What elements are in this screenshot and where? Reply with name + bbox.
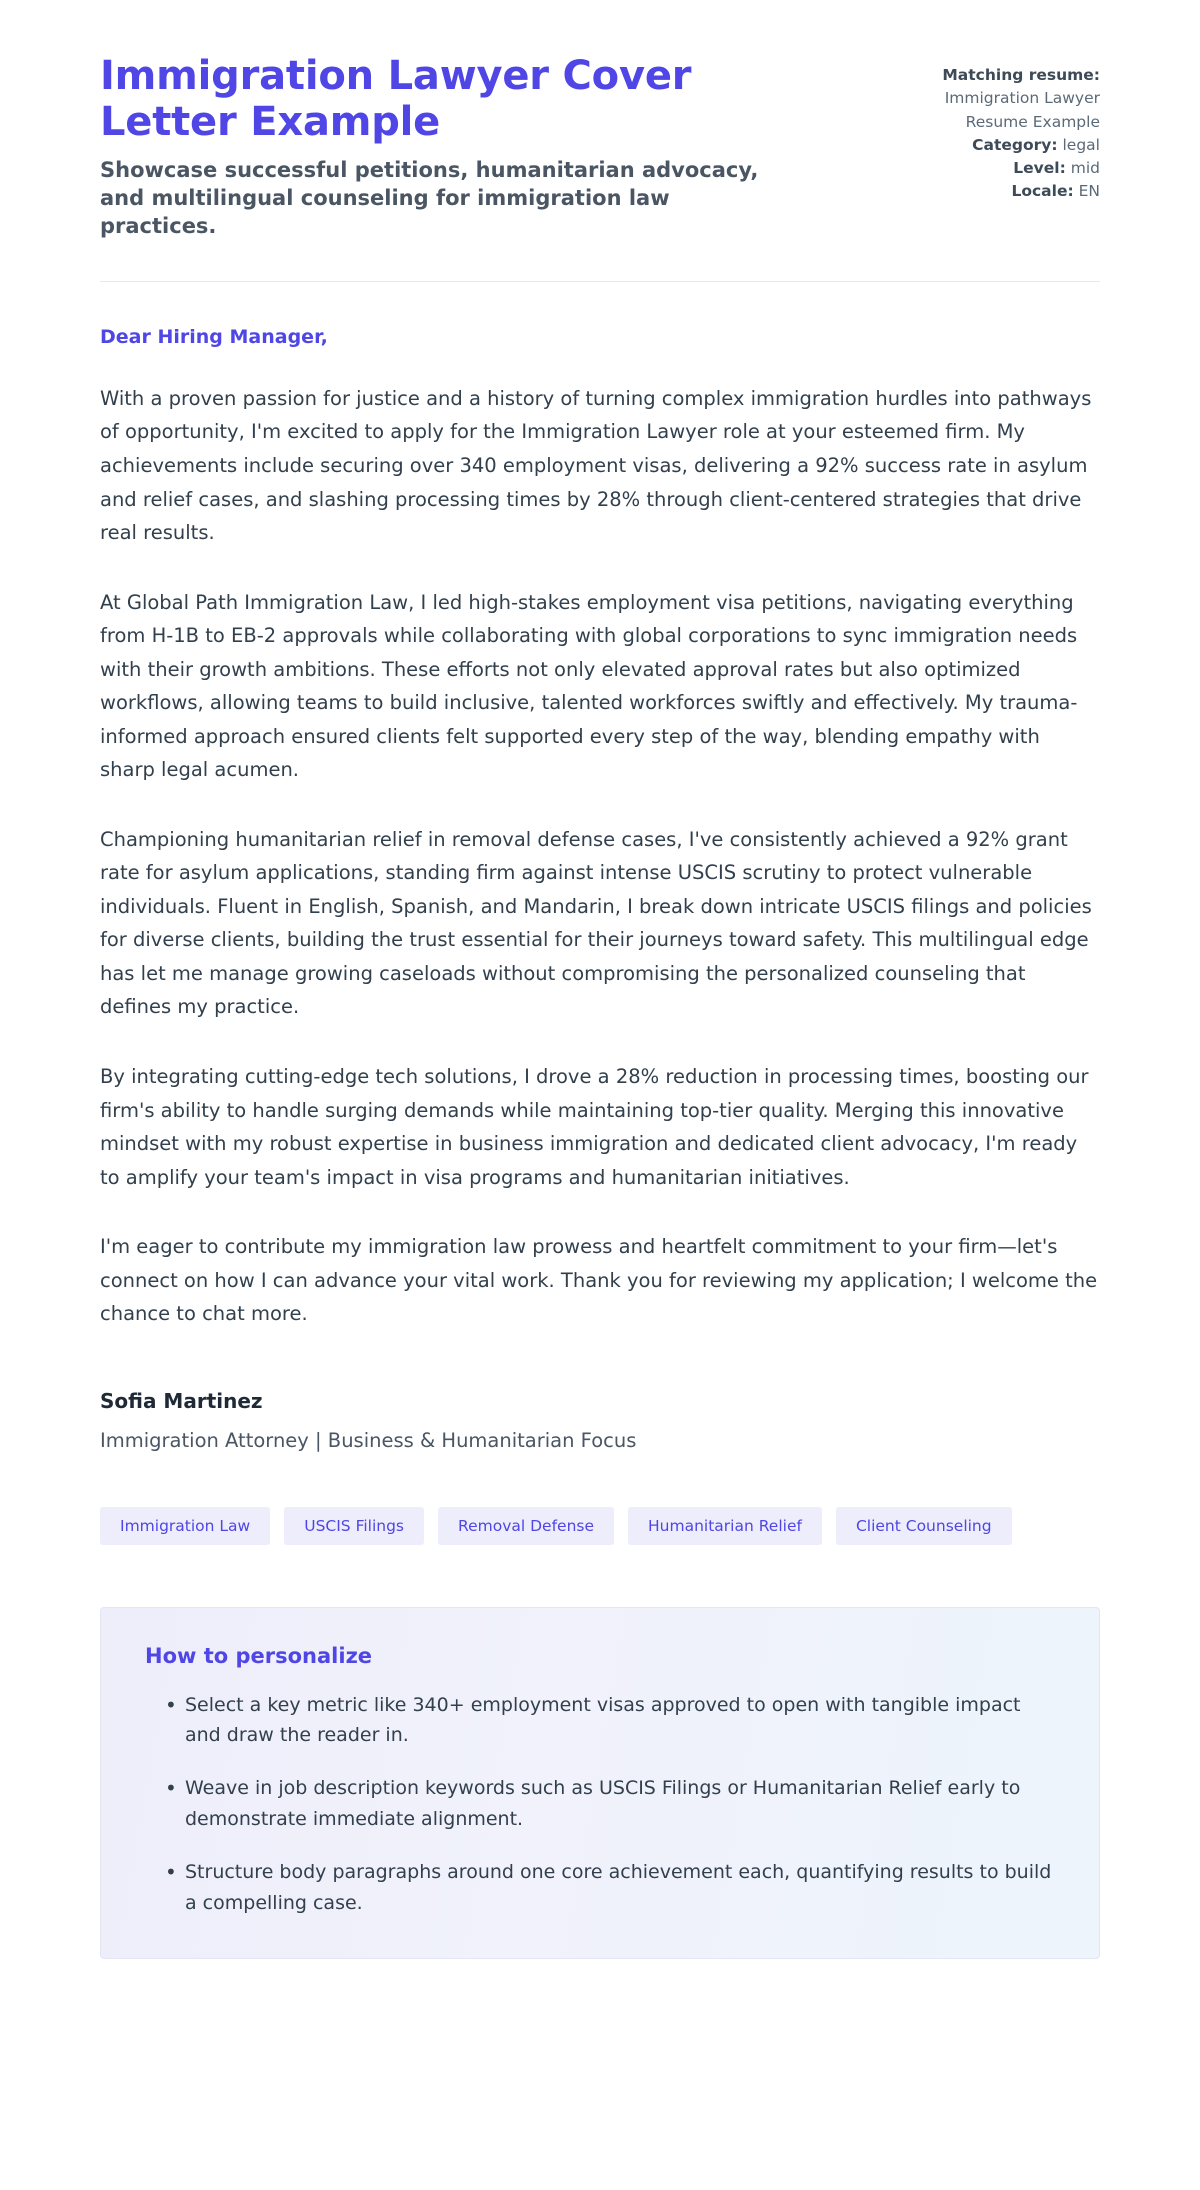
meta-matching-resume-label: Matching resume: [942, 66, 1100, 84]
callout-tip-item: • Weave in job description keywords such as USCIS Filings or Humanitarian Relief early to demonstrate immediate alignment. [171, 1773, 1055, 1835]
meta-level [900, 157, 1100, 180]
letter-paragraph: Championing humanitarian relief in removal defense cases, I've consistently achieved a 92% grant rate for asylum applications, standing firm against intense USCIS scrutiny to protect vulnerable individuals. Fluent in English, Spanish, and Mandarin, I break down intricate USCIS filings and policies for diverse clients, building the trust essential for their journeys toward safety. This multilingual edge has let me manage growing caseloads without compromising the personalized counseling that defines my practice. [100, 827, 1092, 1019]
skill-tag[interactable]: USCIS Filings [284, 1507, 424, 1545]
meta-category-value: legal [1062, 135, 1100, 154]
letter-paragraph: I'm eager to contribute my immigration law prowess and heartfelt commitment to your firm—let's connect on how I can advance your vital work. Thank you for reviewing my application; I welcome the chance to chat more. [100, 1235, 1098, 1326]
page-header [100, 54, 1100, 241]
letter-paragraph: With a proven passion for justice and a history of turning complex immigration hurdles into pathways of opportunity, I'm excited to apply for the Immigration Lawyer role at your esteemed firm. My achievements include securing over 340 employment visas, delivering a 92% success rate in asylum and relief cases, and slashing processing times by 28% through client-centered strategies that drive real results. [100, 386, 1092, 545]
personalize-callout [100, 1607, 1100, 1960]
letter-signature [100, 1331, 1100, 1452]
meta-matching-resume [900, 64, 1100, 134]
callout-title: How to personalize [145, 1643, 373, 1668]
skill-tag[interactable]: Removal Defense [438, 1507, 614, 1545]
document-metadata [900, 54, 1100, 204]
meta-locale-label: Locale: [1011, 182, 1074, 201]
letter-paragraph: At Global Path Immigration Law, I led high-stakes employment visa petitions, navigating everything from H-1B to EB-2 approvals while collaborating with global corporations to sync immigration needs with their growth ambitions. These efforts not only elevated approval rates but also optimized workflows, allowing teams to build inclusive, talented workforces swiftly and effectively. My trauma-informed approach ensured clients felt supported every step of the way, blending empathy with sharp legal acumen. [100, 590, 1078, 782]
page-subtitle: Showcase successful petitions, humanitarian advocacy, and multilingual counseling for immigration law practices. [100, 158, 759, 239]
meta-category [900, 134, 1100, 157]
callout-tip-item: • Select a key metric like 340+ employment visas approved to open with tangible impact and draw the reader in. [171, 1690, 1055, 1752]
skill-tag[interactable]: Humanitarian Relief [628, 1507, 822, 1545]
cover-letter-body [100, 282, 1100, 1331]
signature-name: Sofia Martinez [100, 1388, 263, 1413]
skill-tag[interactable]: Immigration Law [100, 1507, 270, 1545]
meta-locale [900, 180, 1100, 203]
letter-paragraph: By integrating cutting-edge tech solutions, I drove a 28% reduction in processing times, boosting our firm's ability to handle surging demands while maintaining top-tier quality. Merging this innovative mindset with my robust expertise in business immigration and dedicated client advocacy, I'm ready to amplify your team's impact in visa programs and humanitarian initiatives. [100, 1064, 1089, 1189]
meta-category-label: Category: [972, 135, 1058, 154]
header-title-block [100, 54, 760, 241]
meta-matching-resume-value: Immigration Lawyer Resume Example [944, 89, 1100, 131]
callout-tip-list [145, 1690, 1055, 1919]
skill-tag[interactable]: Client Counseling [836, 1507, 1012, 1545]
skill-tag-list [100, 1452, 1100, 1545]
meta-level-value: mid [1070, 159, 1100, 177]
meta-locale-value: EN [1078, 182, 1100, 201]
meta-level-label: Level: [1013, 159, 1066, 177]
signature-role: Immigration Attorney | Business & Humanitarian Focus [100, 1428, 637, 1452]
page-title: Immigration Lawyer Cover Letter Example [100, 53, 692, 145]
callout-tip-item: • Structure body paragraphs around one core achievement each, quantifying results to build a compelling case. [171, 1857, 1055, 1919]
letter-salutation: Dear Hiring Manager, [100, 325, 328, 348]
